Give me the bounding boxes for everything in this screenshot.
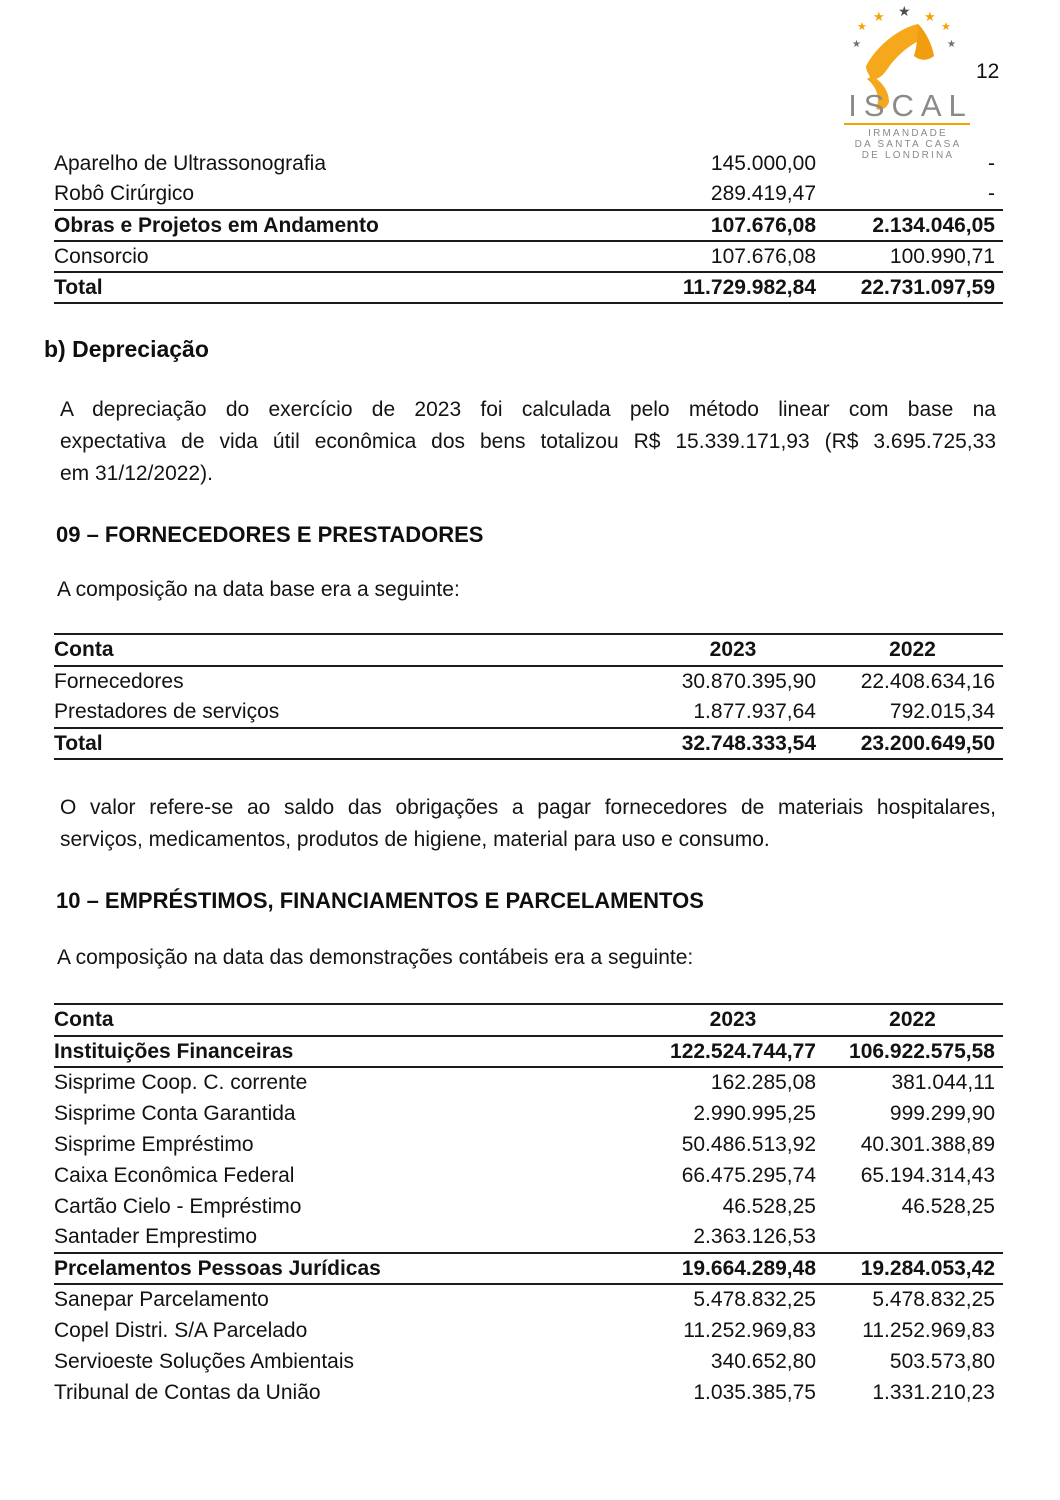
value-cell: 19.284.053,42	[830, 1253, 1003, 1284]
table-row	[54, 1067, 1003, 1098]
logo-subtitle-line: IRMANDADE	[868, 128, 948, 139]
label-cell: Sanepar Parcelamento	[54, 1288, 269, 1311]
paragraph-line: O valor refere-se ao saldo das obrigações a pagar fornecedores de materiais hospitalares,	[60, 796, 996, 819]
fornecedores-table	[54, 633, 1003, 760]
value-cell: 999.299,90	[889, 1101, 995, 1125]
table-row	[54, 210, 1003, 241]
value-cell: 22.408.634,16	[860, 670, 995, 693]
value-cell: 23.200.649,50	[830, 728, 1003, 759]
star-icon: ★	[924, 9, 936, 24]
value-cell: 46.528,25	[722, 1194, 816, 1218]
value-cell: 107.676,08	[650, 210, 830, 241]
value-cell: 100.990,71	[830, 241, 1003, 272]
paragraph-fornecedores	[60, 792, 996, 856]
label-cell: Robô Cirúrgico	[54, 179, 650, 210]
column-header: 2023	[650, 1004, 830, 1036]
table-row	[54, 1160, 1003, 1191]
label-cell: Copel Distri. S/A Parcelado	[54, 1318, 308, 1342]
value-cell: 1.877.937,64	[650, 697, 830, 728]
paragraph-line: A depreciação do exercício de 2023 foi calculada pelo método linear com base na	[60, 398, 996, 421]
section-heading-09: 09 – FORNECEDORES E PRESTADORES	[56, 522, 484, 547]
table-row	[54, 1346, 1003, 1377]
value-cell: 107.676,08	[650, 241, 830, 272]
star-icon: ★	[873, 9, 885, 24]
value-cell: 106.922.575,58	[830, 1036, 1003, 1067]
value-cell: 1.035.385,75	[693, 1380, 816, 1404]
value-cell: 22.731.097,59	[830, 272, 1003, 303]
paragraph-line: expectativa de vida útil econômica dos bens totalizou R$ 15.339.171,93 (R$ 3.695.725,33	[60, 430, 996, 453]
logo-title: ISCAL	[848, 88, 973, 123]
value-cell: 381.044,11	[891, 1071, 995, 1094]
table-row	[54, 1129, 1003, 1160]
star-icon: ★	[857, 21, 867, 33]
value-cell: 65.194.314,43	[860, 1163, 995, 1187]
label-cell: Servioeste Soluções Ambientais	[54, 1349, 354, 1373]
label-cell: Aparelho de Ultrassonografia	[54, 151, 326, 175]
assets-table	[54, 148, 1003, 304]
label-cell: Fornecedores	[54, 670, 184, 693]
column-header: Conta	[54, 634, 650, 666]
table-row	[54, 272, 1003, 303]
column-header: Conta	[54, 1004, 650, 1036]
page-number: 12	[976, 60, 1000, 83]
label-cell: Cartão Cielo - Empréstimo	[54, 1194, 302, 1218]
star-icon: ★	[898, 3, 911, 19]
table-row	[54, 728, 1003, 759]
table-header-row	[54, 634, 1003, 666]
column-header: 2022	[830, 634, 1003, 666]
label-cell: Total	[54, 728, 650, 759]
iscal-logo	[836, 3, 980, 161]
value-cell: 46.528,25	[901, 1194, 995, 1218]
label-cell: Caixa Econômica Federal	[54, 1163, 295, 1187]
star-icon: ★	[947, 39, 956, 50]
table-header-row	[54, 1004, 1003, 1036]
table-row	[54, 1284, 1003, 1315]
value-cell	[830, 1222, 1003, 1253]
value-cell: 5.478.832,25	[872, 1288, 995, 1311]
label-cell: Obras e Projetos em Andamento	[54, 210, 650, 241]
value-cell: 5.478.832,25	[693, 1288, 816, 1311]
label-cell: Sisprime Coop. C. corrente	[54, 1071, 308, 1094]
value-cell: 1.331.210,23	[872, 1380, 995, 1404]
table-row	[54, 148, 1003, 179]
value-cell: 66.475.295,74	[681, 1163, 816, 1187]
value-cell: 145.000,00	[710, 151, 816, 175]
value-cell: 2.363.126,53	[650, 1222, 830, 1253]
label-cell: Sisprime Conta Garantida	[54, 1101, 296, 1125]
value-cell: 2.990.995,25	[693, 1101, 816, 1125]
value-cell: 50.486.513,92	[681, 1132, 816, 1156]
value-cell: 792.015,34	[830, 697, 1003, 728]
logo-subtitle-line: DA SANTA CASA	[854, 139, 962, 150]
value-cell: 19.664.289,48	[650, 1253, 830, 1284]
table-row	[54, 241, 1003, 272]
label-cell: Total	[54, 272, 650, 303]
logo-subtitle-line: DE LONDRINA	[861, 150, 955, 161]
value-cell: 122.524.744,77	[650, 1036, 830, 1067]
column-header: 2023	[650, 634, 830, 666]
star-icon: ★	[941, 21, 951, 33]
value-cell: 11.729.982,84	[650, 272, 830, 303]
table-row	[54, 179, 1003, 210]
label-cell: Consorcio	[54, 241, 650, 272]
paragraph-line: em 31/12/2022).	[60, 462, 213, 485]
section-heading-depreciacao: b) Depreciação	[44, 336, 209, 362]
paragraph-line: serviços, medicamentos, produtos de higiene, material para uso e consumo.	[60, 828, 770, 851]
value-cell: 2.134.046,05	[830, 210, 1003, 241]
value-cell: -	[830, 179, 1003, 210]
value-cell: 289.419,47	[650, 179, 830, 210]
section-intro-09: A composição na data base era a seguinte:	[57, 578, 460, 601]
label-cell: Santader Emprestimo	[54, 1222, 650, 1253]
value-cell: 30.870.395,90	[681, 670, 816, 693]
section-heading-10: 10 – EMPRÉSTIMOS, FINANCIAMENTOS E PARCELAMENTOS	[56, 888, 704, 913]
value-cell: 503.573,80	[889, 1349, 995, 1373]
value-cell: -	[988, 151, 995, 175]
table-row	[54, 1036, 1003, 1067]
table-row	[54, 1191, 1003, 1222]
star-icon: ★	[852, 39, 861, 50]
value-cell: 11.252.969,83	[683, 1318, 816, 1342]
value-cell: 340.652,80	[710, 1349, 816, 1373]
label-cell: Sisprime Empréstimo	[54, 1132, 254, 1156]
column-header: 2022	[830, 1004, 1003, 1036]
table-row	[54, 1377, 1003, 1408]
emprestimos-table	[54, 1003, 1003, 1408]
logo-underline	[844, 123, 970, 125]
label-cell: Prestadores de serviços	[54, 697, 650, 728]
table-row	[54, 697, 1003, 728]
label-cell: Prcelamentos Pessoas Jurídicas	[54, 1253, 650, 1284]
label-cell: Tribunal de Contas da União	[54, 1380, 321, 1404]
table-row	[54, 1315, 1003, 1346]
value-cell: 32.748.333,54	[650, 728, 830, 759]
paragraph-depreciacao	[60, 394, 996, 490]
table-row	[54, 1253, 1003, 1284]
value-cell: 40.301.388,89	[860, 1132, 995, 1156]
value-cell: 11.252.969,83	[862, 1318, 995, 1342]
table-row	[54, 1222, 1003, 1253]
value-cell: 162.285,08	[710, 1071, 816, 1094]
table-row	[54, 1098, 1003, 1129]
label-cell: Instituições Financeiras	[54, 1036, 650, 1067]
section-intro-10: A composição na data das demonstrações contábeis era a seguinte:	[57, 946, 694, 969]
table-row	[54, 666, 1003, 697]
